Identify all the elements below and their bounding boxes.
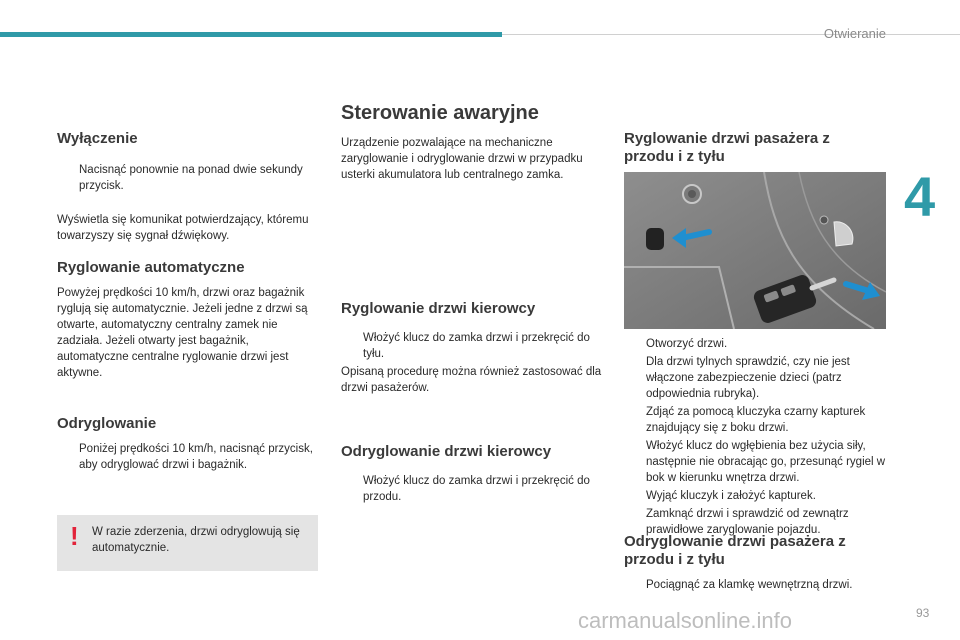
section-passenger-lock-steps	[624, 336, 886, 540]
section-title: Otwieranie	[823, 26, 886, 41]
heading-passenger-lock: Ryglowanie drzwi pasażera z przodu i z tyłu	[624, 130, 830, 165]
paragraph-auto-lock: Powyżej prędkości 10 km/h, drzwi oraz bagażnik ryglują się automatycznie. Jeżeli jedne z drzwi są otwarte, automatyczny centralny zamek nie zadziała. Jeżeli otwarty jest bagażnik, automatyczne centralne ryglowanie drzwi jest aktywne.	[57, 287, 308, 379]
warning-notice	[57, 515, 318, 571]
bullet-item: Włożyć klucz do wgłębienia bez użycia siły, następnie nie obracając go, przesunąć rygiel w bok w kierunku wnętrza drzwi.	[646, 440, 886, 484]
section-auto-lock	[57, 259, 319, 381]
watermark: carmanualsonline.info	[578, 608, 793, 633]
bullet-item: Włożyć klucz do zamka drzwi i przekręcić do tyłu.	[363, 332, 590, 360]
page-number: 93	[916, 606, 930, 620]
section-off	[57, 130, 319, 244]
section-driver-unlock	[341, 443, 603, 507]
cap-icon	[646, 228, 664, 250]
door-lock-illustration	[624, 172, 886, 329]
bullet-item: Nacisnąć ponownie na ponad dwie sekundy przycisk.	[79, 164, 303, 192]
warning-text: W razie zderzenia, drzwi odryglowują się automatycznie.	[92, 526, 300, 554]
section-passenger-unlock	[624, 533, 886, 595]
paragraph-off: Wyświetla się komunikat potwierdzający, któremu towarzyszy się sygnał dźwiękowy.	[57, 214, 309, 242]
paragraph-driver-lock: Opisaną procedurę można również zastosować dla drzwi pasażerów.	[341, 366, 602, 394]
paragraph-emergency: Urządzenie pozwalające na mechaniczne zaryglowanie i odryglowanie drzwi w przypadku usterki akumulatora lub centralnego zamka.	[341, 137, 583, 181]
bullet-item: Pociągnąć za klamkę wewnętrzną drzwi.	[646, 579, 853, 591]
warning-icon: !	[70, 521, 79, 551]
section-emergency	[341, 102, 603, 183]
bullet-item: Poniżej prędkości 10 km/h, nacisnąć przycisk, aby odryglować drzwi i bagażnik.	[79, 443, 313, 471]
chapter-number: 4	[904, 165, 936, 228]
heading-unlock: Odryglowanie	[57, 415, 157, 432]
header-accent-bar	[0, 32, 502, 37]
bullet-item: Zdjąć za pomocą kluczyka czarny kapturek znajdujący się z boku drzwi.	[646, 406, 866, 434]
section-passenger-lock-heading	[624, 130, 886, 166]
bullet-item: Włożyć klucz do zamka drzwi i przekręcić do przodu.	[363, 475, 590, 503]
heading-passenger-unlock: Odryglowanie drzwi pasażera z przodu i z tyłu	[624, 533, 846, 568]
heading-driver-unlock: Odryglowanie drzwi kierowcy	[341, 443, 552, 460]
header-rule	[502, 34, 960, 35]
section-unlock	[57, 415, 319, 475]
bullet-item: Dla drzwi tylnych sprawdzić, czy nie jest włączone zabezpieczenie dzieci (patrz odpowiednia rubryka).	[646, 356, 850, 400]
heading-off: Wyłączenie	[57, 130, 138, 147]
bullet-item: Zamknąć drzwi i sprawdzić od zewnątrz prawidłowe zaryglowanie pojazdu.	[646, 508, 849, 536]
heading-driver-lock: Ryglowanie drzwi kierowcy	[341, 300, 536, 317]
bullet-item: Otworzyć drzwi.	[646, 338, 728, 350]
heading-emergency: Sterowanie awaryjne	[341, 102, 539, 124]
section-driver-lock	[341, 300, 603, 396]
heading-auto-lock: Ryglowanie automatyczne	[57, 259, 245, 276]
bullet-item: Wyjąć kluczyk i założyć kapturek.	[646, 490, 816, 502]
